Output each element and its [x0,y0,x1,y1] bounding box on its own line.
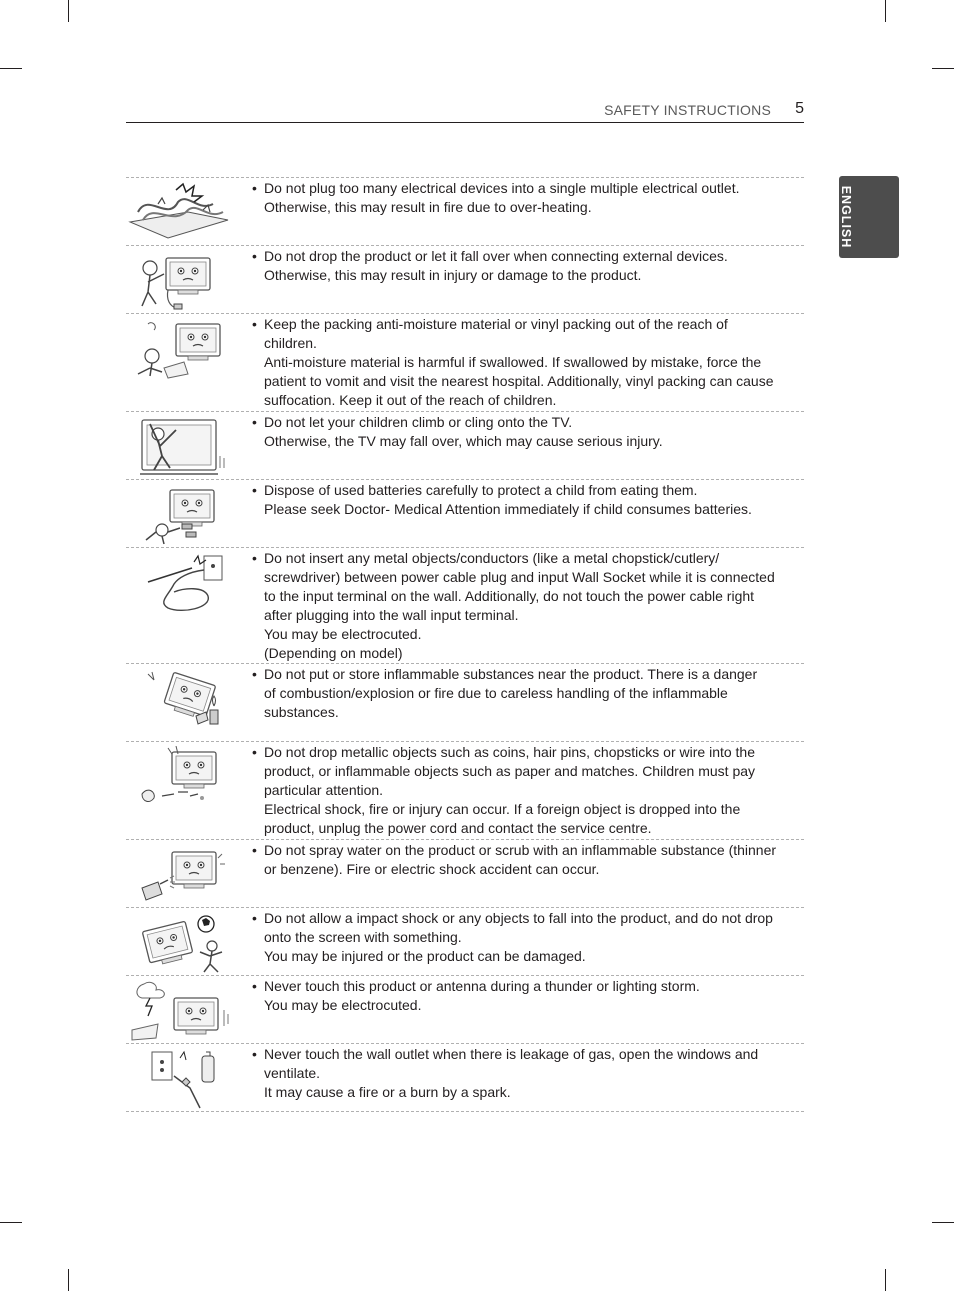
spray-water-icon [128,844,236,906]
item-text: Do not allow a impact shock or any objects to fall into the product, and do not drop onto the screen with something. You may be injured or the product can be damaged. [264,910,773,964]
item-text: Do not drop metallic objects such as coins, hair pins, chopsticks or wire into the product, or inflammable objects such as paper and matches. Children must pay particular attention. Electrical shock, fire or injury can occur. If a foreign object is dropped into the product, unplug the power cord and contact the service centre. [264,744,756,836]
metal-objects-drop-icon [128,746,236,808]
item-text: Do not plug too many electrical devices into a single multiple electrical outlet. Otherwise, this may result in fire due to over-heating. [264,180,740,215]
list-item: • Do not let your children climb or cling onto the TV. Otherwise, the TV may fall over, which may cause serious injury. [126,412,804,480]
item-text: Do not spray water on the product or scrub with an inflammable substance (thinner or benzene). Fire or electric shock accident can occur. [264,842,777,877]
crop-mark [932,1222,954,1223]
list-item: • Do not plug too many electrical devices into a single multiple electrical outlet. Otherwise, this may result in fire due to over-heating. [126,178,804,246]
list-item: • Dispose of used batteries carefully to protect a child from eating them. Please seek Doctor- Medical Attention immediately if child consumes batteries. [126,480,804,548]
language-tab [839,176,899,258]
impact-shock-ball-icon [128,912,236,974]
list-item: • Never touch this product or antenna during a thunder or lighting storm. You may be electrocuted. [126,976,804,1044]
crop-mark [932,68,954,69]
list-item: • Never touch the wall outlet when there is leakage of gas, open the windows and ventilate. It may cause a fire or a burn by a spark. [126,1044,804,1112]
list-item: • Do not drop the product or let it fall over when connecting external devices. Otherwise, this may result in injury or damage to the product. [126,246,804,314]
item-text: Dispose of used batteries carefully to protect a child from eating them. Please seek Doctor- Medical Attention immediately if child consumes batteries. [264,482,752,517]
item-text: Do not let your children climb or cling onto the TV. Otherwise, the TV may fall over, which may cause serious injury. [264,414,663,449]
child-eating-battery-icon [128,484,236,546]
crop-mark [885,1269,886,1291]
crop-mark [68,0,69,22]
item-text: Do not drop the product or let it fall over when connecting external devices. Otherwise, this may result in injury or damage to the product. [264,248,728,283]
item-text: Do not insert any metal objects/conductors (like a metal chopstick/cutlery/ screwdriver) between power cable plug and input Wall Socket while it is connected to the input terminal on the wall. Additionally, do not touch the power cable right after plugging into the wall input terminal. You may be electrocuted. (Depending on model) [264,550,775,661]
list-item: • Do not insert any metal objects/conductors (like a metal chopstick/cutlery/ screwdriver) between power cable plug and input Wall Socket while it is connected to the input terminal on the wall. Additionally, do not touch the power cable right after plugging into the wall input terminal. You may be electrocuted. (Depending on model) [126,548,804,664]
crop-mark [885,0,886,22]
item-text: Keep the packing anti-moisture material or vinyl packing out of the reach of children. Anti-moisture material is harmful if swallowed. If swallowed by mistake, force the patient to vomit and visit the nearest hospital. Additionally, vinyl packing can cause suffocation. Keep it out of the reach of children. [264,316,774,408]
crop-mark [0,1222,22,1223]
thunderstorm-icon [128,980,236,1042]
list-item: • Keep the packing anti-moisture material or vinyl packing out of the reach of children. Anti-moisture material is harmful if swallowed. If swallowed by mistake, force the patient to vomit and visit the nearest hospital. Additionally, vinyl packing can cause suffocation. Keep it out of the reach of children. [126,314,804,412]
child-pulling-tv-icon [128,250,236,312]
page-header [126,100,804,123]
item-text: Never touch the wall outlet when there is leakage of gas, open the windows and ventilate. It may cause a fire or a burn by a spark. [264,1046,759,1100]
metal-object-in-socket-icon [128,552,236,614]
crop-mark [0,68,22,69]
page-number: 5 [795,100,804,117]
item-text: Do not put or store inflammable substances near the product. There is a danger of combustion/explosion or fire due to careless handling of the inflammable substances. [264,666,758,720]
language-label: ENGLISH [839,185,853,249]
crop-mark [68,1269,69,1291]
list-item: • Do not put or store inflammable substances near the product. There is a danger of combustion/explosion or fire due to careless handling of the inflammable substances. [126,664,804,742]
list-item: • Do not spray water on the product or scrub with an inflammable substance (thinner or benzene). Fire or electric shock accident can occur. [126,840,804,908]
safety-list [126,177,804,1112]
child-climbing-tv-icon [128,416,236,478]
flammable-substances-icon [128,670,236,732]
list-item: • Do not drop metallic objects such as coins, hair pins, chopsticks or wire into the product, or inflammable objects such as paper and matches. Children must pay particular attention. Electrical shock, fire or injury can occur. If a foreign object is dropped into the product, unplug the power cord and contact the service centre. [126,742,804,840]
section-title: SAFETY INSTRUCTIONS [604,102,771,118]
item-text: Never touch this product or antenna during a thunder or lighting storm. You may be electrocuted. [264,978,700,1013]
child-with-packing-icon [128,318,236,380]
power-strip-overload-icon [128,182,236,244]
gas-leak-outlet-icon [128,1048,236,1110]
list-item: • Do not allow a impact shock or any objects to fall into the product, and do not drop onto the screen with something. You may be injured or the product can be damaged. [126,908,804,976]
